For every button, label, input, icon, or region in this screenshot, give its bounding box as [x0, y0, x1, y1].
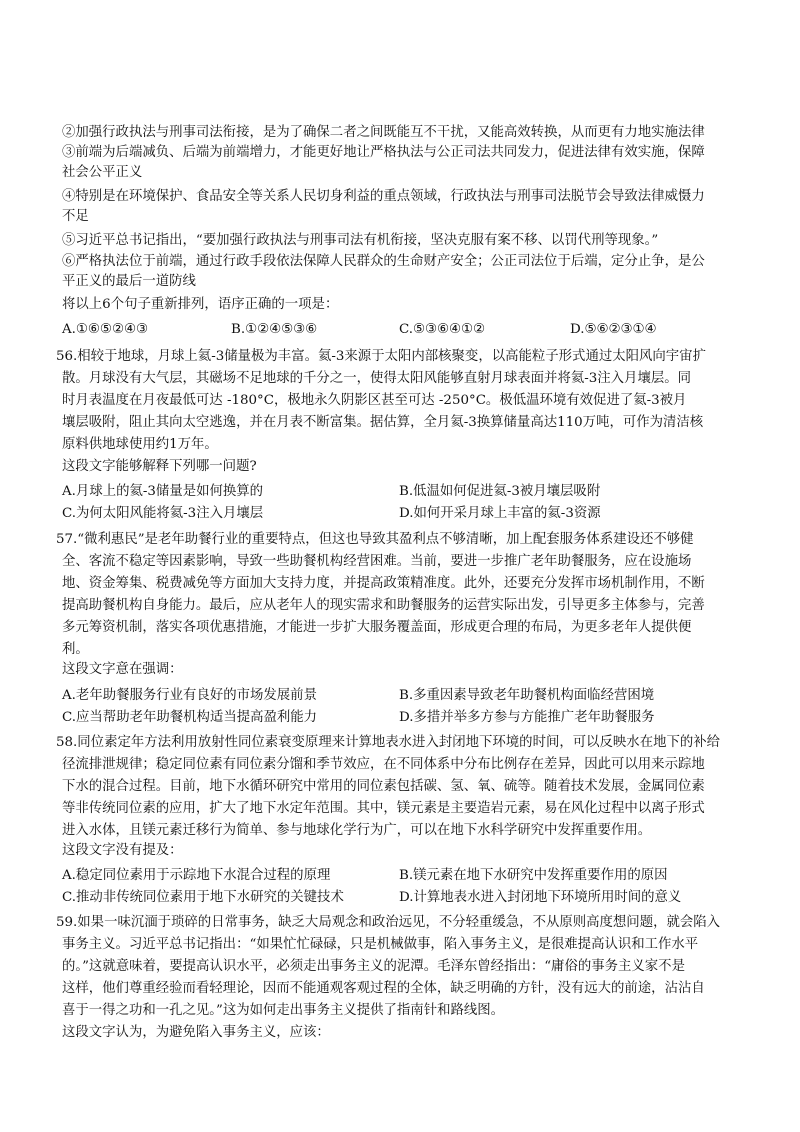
- q57-line-3: 地、资金筹集、税费减免等方面加大支持力度，并提高政策精准度。此外，还要充分发挥市场机制作用，不断: [62, 576, 705, 591]
- q57-line-5: 多元筹资机制，落实各项优惠措施，才能进一步扩大服务覆盖面，形成更合理的布局，为更多老年人提供便: [62, 620, 692, 635]
- sentence-5: ⑤习近平总书记指出，“要加强行政执法与刑事司法有机衔接，坚决克服有案不移、以罚代刑等现象。”: [62, 233, 659, 248]
- q57-line-4: 提高助餐机构自身能力。最后，应从老年人的现实需求和助餐服务的运营实际出发，引导更多主体参与，完善: [62, 598, 705, 613]
- q59-line-5: 喜于一得之功和一孔之见。”这为如何走出事务主义提供了指南针和路线图。: [62, 1003, 505, 1018]
- q59-line-4: 这样，他们尊重经验而看轻理论，因而不能通观客观过程的全体，缺乏明确的方针，没有远大的前途，沾沾自: [62, 981, 705, 996]
- q56-line-2: 散。月球没有大气层，其磁场不足地球的千分之一，使得太阳风能够直射月球表面并将氦-3注入月壤层。同: [62, 371, 692, 386]
- question-stem: 这段文字意在强调：: [62, 662, 183, 677]
- q59-line-3: 的。”这就意味着，要提高认识水平，必须走出事务主义的泥潭。毛泽东曾经指出：“庸俗的事务主义家不是: [62, 959, 685, 974]
- question-stem: 这段文字没有提及：: [62, 843, 183, 858]
- q59-line-2: 事务主义。习近平总书记指出：“如果忙忙碌碌，只是机械做事，陷入事务主义，是很难提高认识和工作水平: [62, 937, 699, 952]
- q58-line-3: 下水的混合过程。目前，地下水循环研究中常用的同位素包括碳、氢、氧、硫等。随着技术发展，金属同位素: [62, 779, 705, 794]
- q57-line-6: 利。: [62, 642, 89, 657]
- q56-line-4: 壤层吸附，阻止其向太空逃逸，并在月表不断富集。据估算，全月氦-3换算储量高达110万吨，可作为清洁核: [62, 415, 704, 430]
- option-a: A.月球上的氦-3储量是如何换算的: [62, 484, 264, 499]
- option-b: B.多重因素导致老年助餐机构面临经营困境: [399, 688, 655, 703]
- q56-line-3: 时月表温度在月夜最低可达 -180°C，极地永久阴影区甚至可达 -250°C。极低温环境有效促进了氦-3被月: [62, 393, 687, 408]
- option-a: A.稳定同位素用于示踪地下水混合过程的原理: [62, 868, 331, 883]
- q58-line-2: 径流排泄规律；稳定同位素有同位素分馏和季节效应，在不同体系中分布比例存在差异，因此可以用来示踪地: [62, 757, 705, 772]
- option-d: D.⑤⑥②③①④: [570, 322, 657, 337]
- sentence-3-cont: 社会公平正义: [62, 165, 143, 180]
- q58-line-5: 进入水体，且镁元素迁移行为简单、参与地球化学行为广，可以在地下水科学研究中发挥重要作用。: [62, 823, 652, 838]
- q58-line-4: 等非传统同位素的应用，扩大了地下水定年范围。其中，镁元素是主要造岩元素，易在风化过程中以离子形式: [62, 801, 705, 816]
- option-c: C.推动非传统同位素用于地下水研究的关键技术: [62, 890, 344, 905]
- option-d: D.计算地表水进入封闭地下环境所用时间的意义: [399, 890, 682, 905]
- question-stem: 这段文字能够解释下列哪一问题?: [62, 459, 257, 474]
- q58-line-1: 58.同位素定年方法利用放射性同位素衰变原理来计算地表水进入封闭地下环境的时间，可以反映水在地下的补给: [56, 735, 721, 750]
- q56-line-5: 原料供地球使用约1万年。: [62, 437, 218, 452]
- option-a: A.老年助餐服务行业有良好的市场发展前景: [62, 688, 317, 703]
- option-c: C.⑤③⑥④①②: [399, 322, 486, 337]
- q57-line-2: 全、客流不稳定等因素影响，导致一些助餐机构经营困难。当前，要进一步推广老年助餐服务，应在设施场: [62, 554, 692, 569]
- option-b: B.镁元素在地下水研究中发挥重要作用的原因: [399, 868, 668, 883]
- option-b: B.低温如何促进氦-3被月壤层吸附: [399, 484, 601, 499]
- sentence-6-cont: 平正义的最后一道防线: [62, 274, 196, 289]
- option-a: A.①⑥⑤②④③: [62, 322, 148, 337]
- q57-line-1: 57.“微利惠民”是老年助餐行业的重要特点，但这也导致其盈利点不够清晰，加上配套服务体系建设还不够健: [56, 532, 694, 547]
- sentence-4-cont: 不足: [62, 209, 89, 224]
- sentence-4: ④特别是在环境保护、食品安全等关系人民切身利益的重点领域，行政执法与刑事司法脱节会导致法律威慑力: [62, 189, 705, 204]
- question-stem: 将以上6个句子重新排列，语序正确的一项是：: [62, 297, 339, 312]
- q59-line-1: 59.如果一味沉湎于琐碎的日常事务，缺乏大局观念和政治远见，不分轻重缓急，不从原则高度想问题，就会陷入: [56, 915, 721, 930]
- option-c: C.为何太阳风能将氦-3注入月壤层: [62, 506, 264, 521]
- q56-line-1: 56.相较于地球，月球上氦-3储量极为丰富。氦-3来源于太阳内部核聚变，以高能粒子形式通过太阳风向宇宙扩: [56, 349, 706, 364]
- option-d: D.多措并举多方参与方能推广老年助餐服务: [399, 710, 655, 725]
- question-stem: 这段文字认为，为避免陷入事务主义，应该：: [62, 1025, 330, 1040]
- sentence-2: ②加强行政执法与刑事司法衔接，是为了确保二者之间既能互不干扰，又能高效转换，从而更有力地实施法律: [62, 125, 705, 140]
- option-d: D.如何开采月球上丰富的氦-3资源: [399, 506, 601, 521]
- sentence-3: ③前端为后端减负、后端为前端增力，才能更好地让严格执法与公正司法共同发力，促进法律有效实施，保障: [62, 145, 705, 160]
- sentence-6: ⑥严格执法位于前端，通过行政手段依法保障人民群众的生命财产安全；公正司法位于后端，定分止争，是公: [62, 254, 705, 269]
- option-c: C.应当帮助老年助餐机构适当提高盈利能力: [62, 710, 318, 725]
- option-b: B.①②④⑤③⑥: [231, 322, 318, 337]
